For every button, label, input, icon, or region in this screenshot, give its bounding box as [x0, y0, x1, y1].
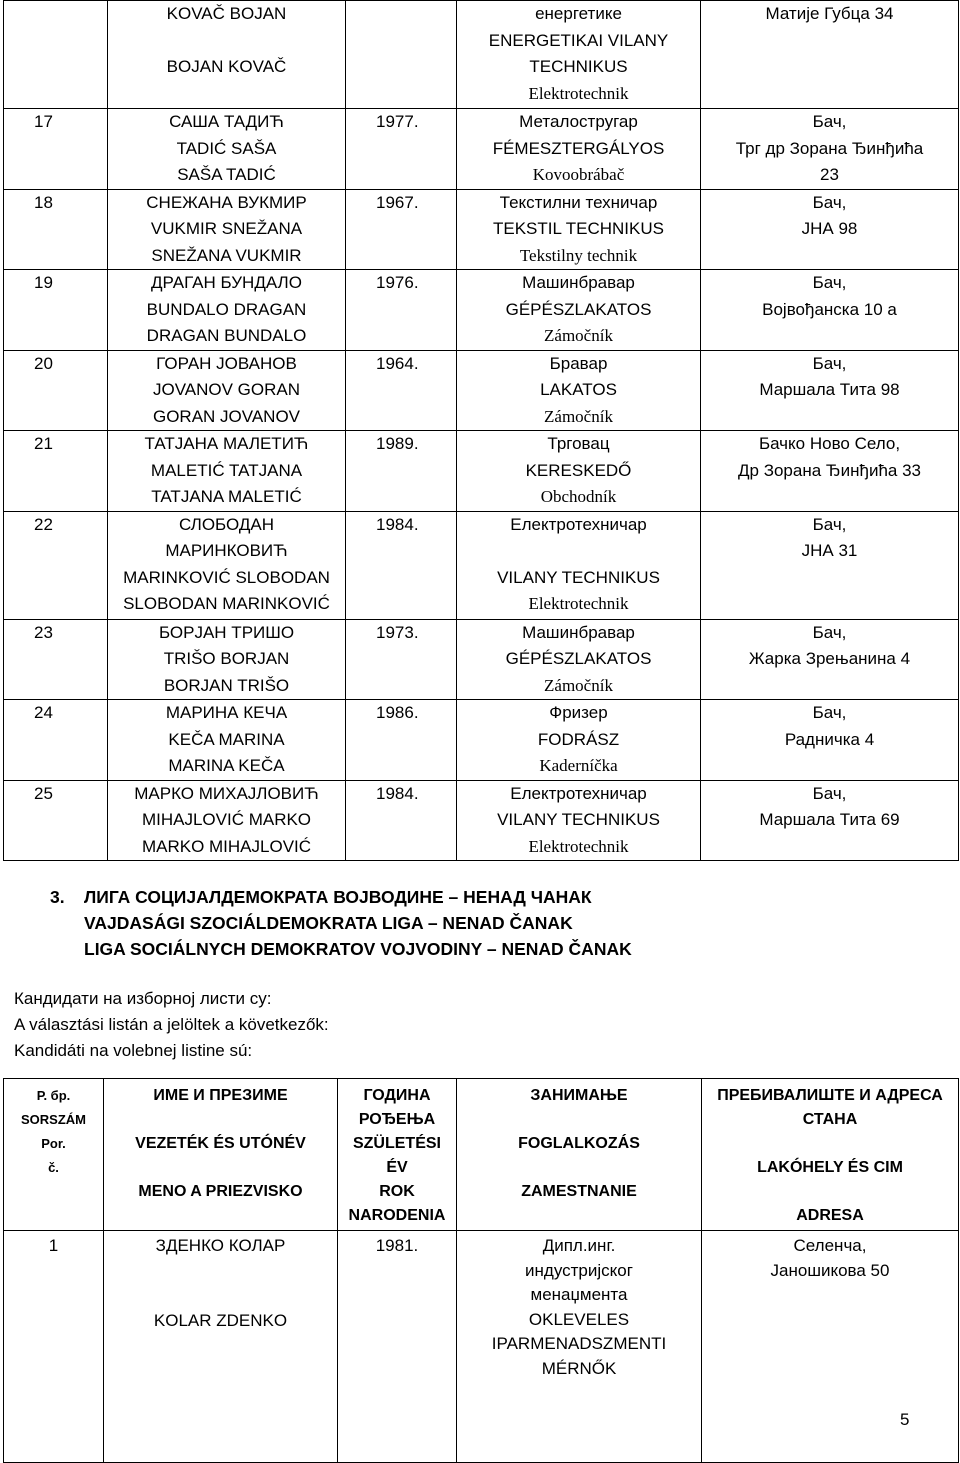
table-row	[4, 109, 959, 190]
cell-name	[108, 189, 346, 270]
header-text: ÉV	[386, 1159, 408, 1176]
occupation-line	[457, 538, 700, 565]
occupation-line: GÉPÉSZLAKATOS	[505, 299, 652, 319]
name-line: KOLAR ZDENKO	[153, 1310, 288, 1330]
occupation-line: VILANY TECHNIKUS	[497, 567, 660, 587]
cell-address	[701, 270, 959, 351]
header-text: ADRESA	[796, 1207, 864, 1224]
table-row	[4, 619, 959, 700]
cell-ordinal: 20	[4, 350, 108, 431]
name-line: VUKMIR SNEŽANA	[150, 219, 303, 238]
occupation-line: Машинбравар	[522, 273, 635, 292]
cell-address	[701, 350, 959, 431]
occupation-line: индустријског	[525, 1260, 633, 1280]
list-number: 3.	[50, 887, 65, 907]
cell-birth-year: 1984.	[346, 511, 457, 619]
name-line: SNEŽANA VUKMIR	[151, 245, 302, 265]
cell-address	[701, 431, 959, 512]
occupation-line: Zámočník	[544, 675, 613, 695]
cell-ordinal: 21	[4, 431, 108, 512]
occupation-line: Дипл.инг.	[542, 1236, 616, 1255]
occupation-line: Машинбравар	[522, 622, 635, 642]
cell-birth-year: 1976.	[346, 270, 457, 351]
name-line: МАРИНА КЕЧА	[165, 703, 288, 722]
occupation-line: Elektrotechnik	[528, 836, 629, 856]
header-name	[104, 1079, 338, 1231]
cell-name	[104, 1231, 338, 1463]
table-header-row	[4, 1079, 959, 1231]
address-line: ЈНА 98	[801, 219, 858, 238]
occupation-line: IPARMENADSZMENTI	[491, 1334, 667, 1353]
cell-birth-year: 1989.	[346, 431, 457, 512]
cell-occupation	[457, 189, 701, 270]
header-text: ROK	[379, 1183, 415, 1200]
name-line: JOVANOV GORAN	[152, 380, 301, 399]
header-birth-year	[338, 1079, 457, 1231]
cell-ordinal: 18	[4, 189, 108, 270]
address-line: Жарка Зрењанина 4	[748, 649, 911, 668]
address-line: Селенча,	[793, 1236, 867, 1255]
occupation-line: TECHNIKUS	[529, 57, 628, 76]
header-text: VEZETÉK ÉS UTÓNÉV	[135, 1135, 306, 1152]
table-row	[4, 189, 959, 270]
name-line: GORAN JOVANOV	[152, 406, 301, 426]
header-text: č.	[48, 1160, 59, 1175]
header-ordinal	[4, 1079, 104, 1231]
cell-occupation	[457, 1, 701, 109]
address-line: Бач,	[812, 353, 847, 373]
name-line: DRAGAN BUNDALO	[146, 326, 307, 345]
occupation-line: Металостругар	[519, 112, 638, 131]
cell-occupation	[457, 1231, 702, 1463]
address-line: Маршала Тита 98	[759, 380, 900, 399]
address-line: Бач,	[812, 192, 847, 212]
party-name-sk: LIGA SOCIÁLNYCH DEMOKRATOV VOJVODINY – NENAD ČANAK	[84, 939, 632, 959]
occupation-line: Elektrotechnik	[528, 83, 629, 103]
name-line: KEČA MARINA	[168, 729, 285, 749]
cell-birth-year: 1986.	[346, 700, 457, 781]
cell-birth-year: 1964.	[346, 350, 457, 431]
name-line: МАРКО МИХАЈЛОВИЋ	[134, 783, 319, 803]
address-line: Маршала Тита 69	[759, 810, 900, 829]
candidates-intro-hu: A választási listán a jelöltek a következők:	[14, 1015, 329, 1034]
name-line: ГОРАН ЈОВАНОВ	[156, 353, 297, 373]
table-row	[4, 1231, 959, 1463]
cell-ordinal: 19	[4, 270, 108, 351]
table-row	[4, 700, 959, 781]
name-line: MARINKOVIĆ SLOBODAN	[123, 567, 330, 587]
name-line: БОРЈАН ТРИШО	[158, 622, 295, 642]
occupation-line: Фризер	[549, 703, 608, 722]
cell-address	[701, 619, 959, 700]
address-line: Радничка 4	[784, 729, 875, 749]
name-line: САША ТАДИЋ	[169, 112, 284, 131]
occupation-line: FODRÁSZ	[537, 729, 620, 749]
name-line: TRIŠO BORJAN	[163, 649, 290, 668]
occupation-line: Трговац	[547, 434, 610, 453]
cell-ordinal: 22	[4, 511, 108, 619]
header-text: SORSZÁM	[21, 1112, 86, 1127]
name-line: ДРАГАН БУНДАЛО	[151, 273, 302, 292]
cell-birth-year: 1984.	[346, 780, 457, 861]
cell-name	[108, 1, 346, 109]
cell-birth-year: 1981.	[338, 1231, 457, 1463]
address-line: Трг др Зорана Ђинђића	[735, 138, 924, 158]
cell-name	[108, 619, 346, 700]
name-line: MIHAJLOVIĆ MARKO	[141, 810, 312, 829]
cell-occupation	[457, 511, 701, 619]
header-text: Por.	[41, 1136, 66, 1151]
cell-address	[701, 1, 959, 109]
cell-occupation	[457, 780, 701, 861]
cell-ordinal: 23	[4, 619, 108, 700]
header-text: SZÜLETÉSI	[352, 1135, 441, 1152]
name-line	[108, 28, 345, 55]
table-row	[4, 511, 959, 619]
address-line: Бач,	[812, 273, 847, 292]
name-line: SAŠA TADIĆ	[177, 165, 276, 184]
address-line: Бач,	[812, 783, 847, 803]
occupation-line: Електротехничар	[510, 514, 647, 534]
name-line: МАРИНКОВИЋ	[165, 541, 288, 560]
table-row	[4, 1, 959, 109]
header-text: ПРЕБИВАЛИШТЕ И АДРЕСА	[717, 1087, 943, 1104]
header-address	[702, 1079, 959, 1231]
party-name-sr: ЛИГА СОЦИЈАЛДЕМОКРАТА ВОЈВОДИНЕ – НЕНАД ЧАНАК	[84, 887, 592, 907]
cell-name	[108, 270, 346, 351]
table-row	[4, 270, 959, 351]
cell-address	[701, 189, 959, 270]
occupation-line: енергетике	[535, 4, 622, 23]
address-line: 23	[820, 165, 839, 184]
header-text: MENO A PRIEZVISKO	[138, 1183, 303, 1200]
name-line: BOJAN KOVAČ	[166, 57, 287, 76]
name-line: MARKO MIHAJLOVIĆ	[141, 836, 312, 856]
address-line: Др Зорана Ђинђића 33	[738, 460, 921, 480]
occupation-line: Zámočník	[544, 406, 613, 426]
header-text: LAKÓHELY ÉS CIM	[757, 1159, 903, 1176]
table-row	[4, 780, 959, 861]
candidates-intro-sk: Kandidáti na volebnej listine sú:	[14, 1041, 253, 1060]
occupation-line: Бравар	[549, 353, 608, 373]
header-text: FOGLALKOZÁS	[518, 1135, 640, 1152]
name-line: MARINA KEČA	[168, 756, 285, 775]
cell-name	[108, 780, 346, 861]
cell-birth-year	[346, 1, 457, 109]
header-text: СТАНА	[802, 1111, 858, 1128]
name-line: KOVAČ BOJAN	[166, 4, 287, 23]
header-text: Р. бр.	[36, 1088, 71, 1103]
cell-ordinal	[4, 1, 108, 109]
cell-name	[108, 511, 346, 619]
occupation-line: Zámočník	[544, 326, 613, 345]
page-number: 5	[900, 1410, 910, 1429]
occupation-line: Текстилни техничар	[499, 192, 658, 212]
header-text: NARODENIA	[348, 1207, 446, 1224]
cell-address	[702, 1231, 959, 1463]
cell-birth-year: 1977.	[346, 109, 457, 190]
table-row	[4, 431, 959, 512]
cell-name	[108, 431, 346, 512]
address-line: ЈНА 31	[801, 541, 858, 560]
address-line: Бач,	[812, 112, 847, 131]
cell-address	[701, 780, 959, 861]
header-text: ЗАНИМАЊЕ	[530, 1087, 628, 1104]
cell-name	[108, 350, 346, 431]
occupation-line: Електротехничар	[510, 783, 647, 803]
cell-ordinal: 17	[4, 109, 108, 190]
candidate-table-bottom	[3, 1078, 959, 1463]
candidate-table-top	[3, 0, 959, 861]
address-line: Војвођанска 10 а	[762, 299, 897, 319]
address-line: Бач,	[812, 703, 847, 722]
occupation-line: FÉMESZTERGÁLYOS	[492, 138, 665, 158]
name-line: ТАТЈАНА МАЛЕТИЋ	[144, 434, 309, 453]
cell-ordinal: 25	[4, 780, 108, 861]
name-line: BUNDALO DRAGAN	[146, 299, 307, 319]
cell-birth-year: 1967.	[346, 189, 457, 270]
cell-occupation	[457, 431, 701, 512]
cell-ordinal: 1	[4, 1231, 104, 1463]
cell-address	[701, 511, 959, 619]
candidates-intro-sr: Кандидати на изборној листи су:	[14, 989, 272, 1008]
cell-occupation	[457, 109, 701, 190]
address-line: Бачко Ново Село,	[758, 434, 901, 453]
header-text: РОЂЕЊА	[358, 1111, 436, 1128]
table-row	[4, 350, 959, 431]
candidates-intro	[14, 986, 329, 1064]
party-list-heading	[50, 884, 632, 962]
occupation-line: KERESKEDŐ	[525, 460, 632, 480]
name-line: BORJAN TRIŠO	[163, 675, 290, 695]
address-line: Матије Губца 34	[765, 4, 894, 23]
occupation-line: MÉRNŐK	[541, 1358, 617, 1378]
cell-address	[701, 109, 959, 190]
occupation-line: ENERGETIKAI VILANY	[488, 30, 669, 50]
name-line: TADIĆ SAŠA	[176, 138, 277, 158]
cell-ordinal: 24	[4, 700, 108, 781]
occupation-line: Elektrotechnik	[528, 594, 629, 613]
name-line: СНЕЖАНА ВУКМИР	[146, 192, 307, 212]
occupation-line: OKLEVELES	[528, 1309, 630, 1329]
occupation-line: Kaderníčka	[539, 756, 618, 775]
name-line: ЗДЕНКО КОЛАР	[155, 1236, 286, 1255]
cell-name	[108, 109, 346, 190]
name-line: TATJANA MALETIĆ	[151, 487, 302, 506]
address-line: Бач,	[812, 514, 847, 534]
name-line: MALETIĆ TATJANA	[150, 460, 303, 480]
cell-occupation	[457, 619, 701, 700]
cell-occupation	[457, 270, 701, 351]
header-occupation	[457, 1079, 702, 1231]
occupation-line: менаџмента	[530, 1285, 628, 1304]
occupation-line: Kovoobrábač	[532, 165, 625, 184]
occupation-line: GÉPÉSZLAKATOS	[505, 649, 652, 668]
occupation-line: Tekstilny technik	[519, 245, 638, 265]
occupation-line: TEKSTIL TECHNIKUS	[493, 219, 664, 238]
cell-name	[108, 700, 346, 781]
cell-address	[701, 700, 959, 781]
party-name-hu: VAJDASÁGI SZOCIÁLDEMOKRATA LIGA – NENAD ČANAK	[84, 913, 573, 933]
occupation-line: Obchodník	[540, 487, 617, 506]
address-line: Бач,	[812, 622, 847, 642]
name-line: SLOBODAN MARINKOVIĆ	[123, 594, 330, 613]
occupation-line: LAKATOS	[540, 380, 617, 399]
header-text: ИМЕ И ПРЕЗИМЕ	[153, 1087, 288, 1104]
name-line: СЛОБОДАН	[178, 514, 275, 534]
address-line: Јаношикова 50	[770, 1260, 890, 1280]
header-text: ZAMESTNANIE	[521, 1183, 637, 1200]
cell-birth-year: 1973.	[346, 619, 457, 700]
cell-occupation	[457, 350, 701, 431]
cell-occupation	[457, 700, 701, 781]
header-text: ГОДИНА	[363, 1087, 431, 1104]
occupation-line: VILANY TECHNIKUS	[497, 810, 660, 829]
